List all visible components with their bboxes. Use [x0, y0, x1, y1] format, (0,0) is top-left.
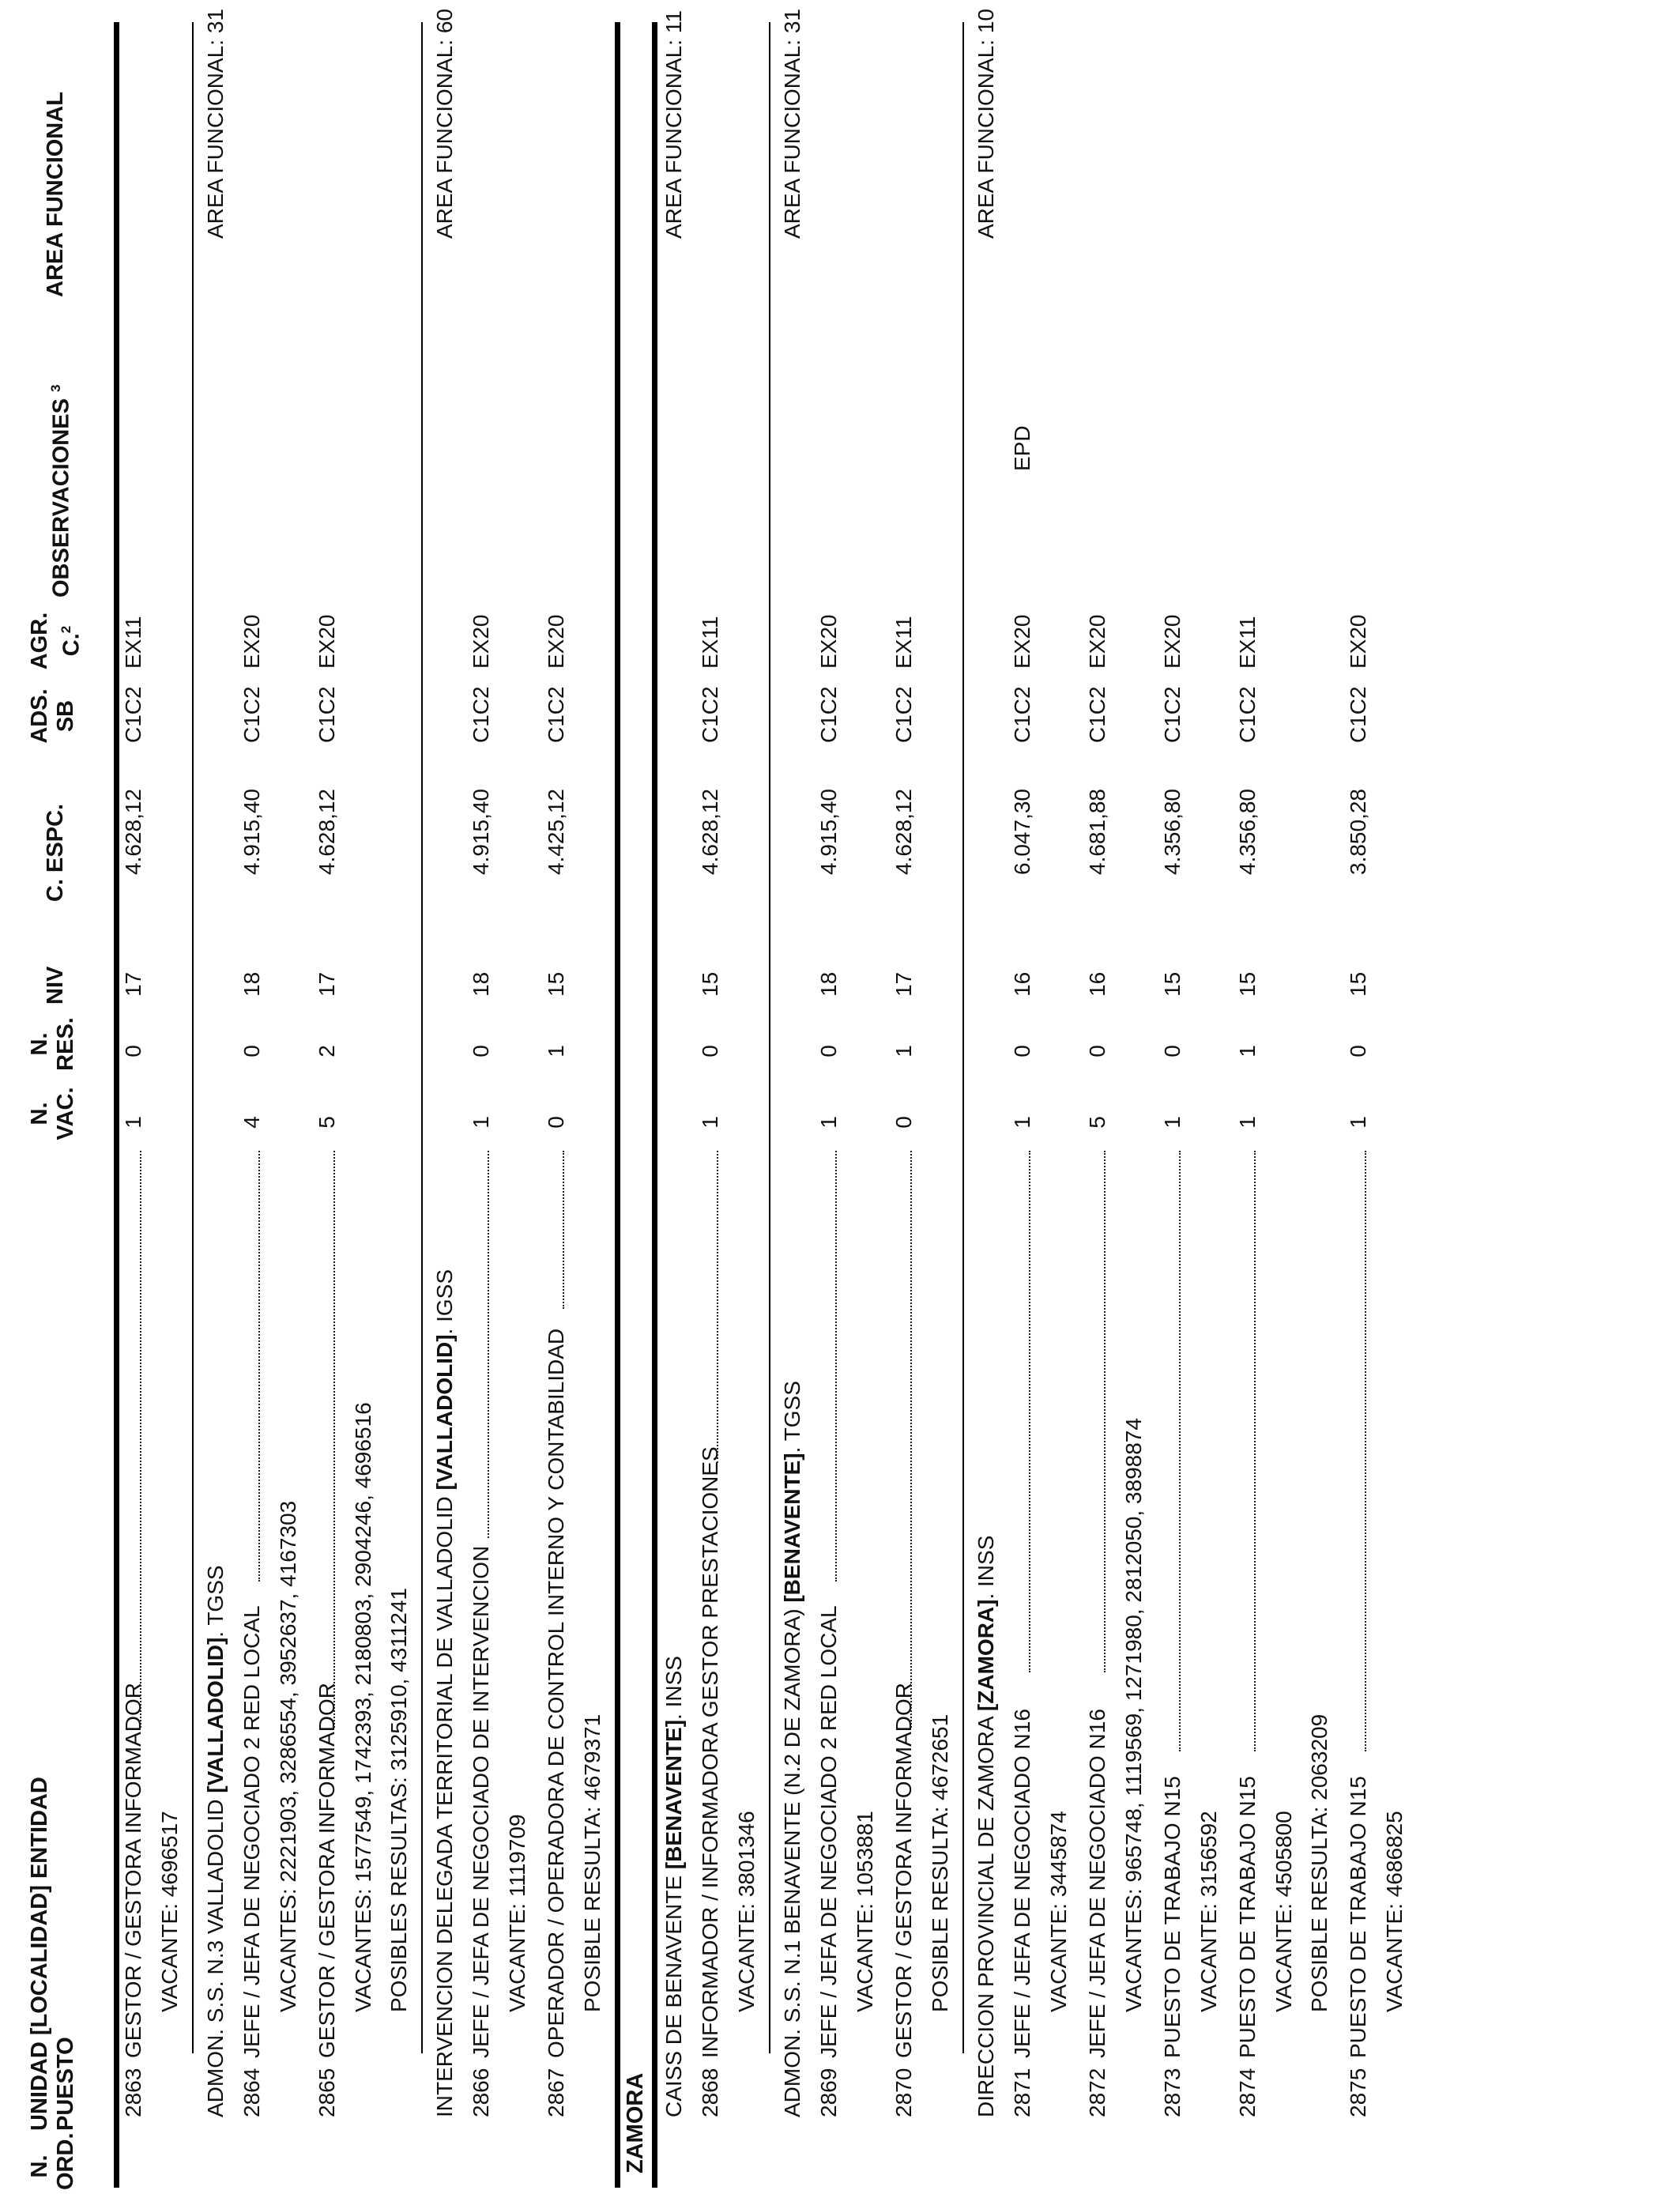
- row-vac: 1: [698, 1116, 722, 1129]
- unit-name: ADMON. S.S. N.1 BENAVENTE (N.2 DE ZAMORA): [780, 1602, 804, 2117]
- row-detail: [578, 1714, 608, 2058]
- row-agr: EX20: [1010, 614, 1034, 669]
- header-agr-line1: AGR.: [27, 612, 52, 670]
- row-vac: 5: [1085, 1116, 1109, 1129]
- row-vac: 1: [1010, 1116, 1034, 1129]
- unit-entity: . TGSS: [780, 1381, 804, 1453]
- unit-heading: [971, 1536, 1001, 2117]
- row-res: 1: [1235, 1045, 1260, 1057]
- row-ads: C1C2: [1010, 686, 1034, 743]
- row-ord: 2869: [816, 2068, 841, 2117]
- table-row: [695, 0, 725, 2194]
- header-observaciones-text: OBSERVACIONES: [48, 398, 74, 598]
- row-ord: 2865: [315, 2068, 339, 2117]
- row-agr: EX20: [239, 614, 264, 669]
- row-c-espc: 4.628,12: [891, 789, 916, 875]
- province-divider: [652, 22, 657, 2188]
- table-row: [119, 0, 149, 2194]
- row-vac: 0: [544, 1116, 568, 1129]
- header-unidad: UNIDAD [LOCALIDAD] ENTIDAD: [27, 1777, 52, 2131]
- row-detail: [925, 1714, 955, 2058]
- row-puesto: JEFE / JEFA DE NEGOCIADO DE INTERVENCION: [469, 1545, 493, 2058]
- row-res: 1: [891, 1045, 916, 1057]
- row-ord: 2868: [698, 2068, 722, 2117]
- leader-dots: [488, 1151, 489, 1538]
- row-ord: 2872: [1085, 2068, 1109, 2117]
- row-vac: 1: [1235, 1116, 1260, 1129]
- table-row: [1343, 0, 1373, 2194]
- row-agr: EX20: [469, 614, 493, 669]
- leader-dots: [140, 1151, 141, 1728]
- row-vac: 0: [891, 1116, 916, 1129]
- unit-heading: [778, 1381, 808, 2117]
- row-c-espc: 4.915,40: [239, 789, 264, 875]
- leader-dots: [563, 1151, 564, 1309]
- row-ads: C1C2: [1085, 686, 1109, 743]
- row-puesto: PUESTO DE TRABAJO N15: [1346, 1776, 1370, 2058]
- row-niv: 15: [1346, 971, 1370, 997]
- row-ord: 2873: [1160, 2068, 1185, 2117]
- row-res: 0: [1346, 1045, 1370, 1057]
- row-detail-text: VACANTE: 3801346: [734, 1811, 759, 2012]
- row-puesto: JEFE / JEFA DE NEGOCIADO N16: [1085, 1709, 1109, 2058]
- table-row: [889, 0, 919, 2194]
- row-c-espc: 4.356,80: [1235, 789, 1260, 875]
- row-ads: C1C2: [816, 686, 841, 743]
- row-ord: 2871: [1010, 2068, 1034, 2117]
- unit-divider: [421, 22, 423, 2053]
- unit-location: [VALLADOLID]: [203, 1637, 228, 1793]
- row-niv: 18: [816, 971, 841, 997]
- table-header: [3, 0, 114, 2194]
- header-agr-footnote: 2: [58, 625, 73, 634]
- unit-entity: . IGSS: [432, 1269, 457, 1335]
- header-agr-c: [27, 609, 85, 673]
- row-agr: EX11: [891, 616, 916, 669]
- unit-name: CAISS DE BENAVENTE: [661, 1869, 686, 2117]
- row-puesto: GESTOR / GESTORA INFORMADOR: [121, 1682, 145, 2058]
- header-n-vac: [27, 1084, 79, 1143]
- row-ord: 2864: [239, 2068, 264, 2117]
- row-puesto: PUESTO DE TRABAJO N15: [1160, 1776, 1185, 2058]
- header-niv: NIV: [43, 966, 68, 1005]
- row-niv: 16: [1010, 971, 1034, 997]
- row-c-espc: 6.047,30: [1010, 789, 1034, 875]
- row-niv: 18: [239, 971, 264, 997]
- row-res: 0: [1160, 1045, 1185, 1057]
- leader-dots: [717, 1151, 718, 1463]
- row-detail: [1305, 1714, 1335, 2058]
- row-ads: C1C2: [544, 686, 568, 743]
- header-obs-footnote: 3: [48, 384, 63, 392]
- row-detail-text: VACANTES: 965748, 1119569, 1271980, 2812050, 3898874: [1121, 1418, 1146, 2012]
- table-row: [1083, 0, 1113, 2194]
- province-divider: [615, 22, 620, 2188]
- row-agr: EX11: [698, 616, 722, 669]
- row-agr: EX20: [315, 614, 339, 669]
- row-puesto: GESTOR / GESTORA INFORMADOR: [315, 1682, 339, 2058]
- row-vac: 5: [315, 1116, 339, 1129]
- row-detail-text: VACANTE: 4686825: [1382, 1811, 1407, 2012]
- row-detail-text: POSIBLE RESULTA: 4672651: [928, 1713, 952, 2012]
- row-vac: 1: [816, 1116, 841, 1129]
- row-observaciones: EPD: [1010, 425, 1034, 471]
- row-vac: 1: [121, 1116, 145, 1129]
- row-puesto: JEFE / JEFA DE NEGOCIADO 2 RED LOCAL: [816, 1605, 841, 2058]
- row-ads: C1C2: [1235, 686, 1260, 743]
- row-detail: [1194, 1811, 1224, 2058]
- row-c-espc: 4.915,40: [469, 789, 493, 875]
- row-ord: 2875: [1346, 2068, 1370, 2117]
- header-agr-text: C.: [58, 633, 85, 657]
- header-c-espc: C. ESPC.: [43, 803, 68, 902]
- header-agr-line2: [53, 609, 85, 673]
- unit-location: [BENAVENTE]: [780, 1453, 804, 1603]
- header-n-ord-line1: N.: [27, 2154, 52, 2178]
- leader-dots: [1029, 1151, 1030, 1672]
- unit-heading: [430, 1269, 460, 2117]
- table-row: [1158, 0, 1188, 2194]
- row-ads: C1C2: [239, 686, 264, 743]
- leader-dots: [1365, 1151, 1366, 1751]
- header-n-res: [27, 1015, 79, 1073]
- row-res: 0: [469, 1045, 493, 1057]
- row-detail: [155, 1811, 185, 2058]
- row-agr: EX20: [816, 614, 841, 669]
- unit-area-funcional: AREA FUNCIONAL: 10: [974, 9, 998, 239]
- row-detail-text: POSIBLES RESULTAS: 3125910, 4311241: [386, 1587, 411, 2012]
- header-puesto: PUESTO: [53, 2037, 78, 2131]
- row-res: 0: [239, 1045, 264, 1057]
- row-puesto: OPERADOR / OPERADORA DE CONTROL INTERNO Y CONTABILIDAD: [544, 1328, 568, 2058]
- unit-area-funcional: AREA FUNCIONAL: 60: [432, 9, 457, 239]
- unit-name: DIRECCION PROVINCIAL DE ZAMORA: [974, 1711, 998, 2117]
- row-c-espc: 4.681,88: [1085, 789, 1109, 875]
- row-detail-text: VACANTE: 1053881: [853, 1811, 877, 2012]
- row-c-espc: 4.915,40: [816, 789, 841, 875]
- row-ord: 2870: [891, 2068, 916, 2117]
- row-c-espc: 3.850,28: [1346, 789, 1370, 875]
- table-row: [541, 0, 571, 2194]
- row-agr: EX20: [1085, 614, 1109, 669]
- unit-divider: [192, 22, 194, 2053]
- leader-dots: [1179, 1151, 1181, 1751]
- row-vac: 4: [239, 1116, 264, 1129]
- row-puesto: PUESTO DE TRABAJO N15: [1235, 1776, 1260, 2058]
- row-niv: 15: [698, 971, 722, 997]
- row-detail-text: VACANTES: 2221903, 3286554, 3952637, 4167303: [276, 1500, 300, 2012]
- table-row: [237, 0, 267, 2194]
- row-niv: 18: [469, 971, 493, 997]
- row-niv: 15: [544, 971, 568, 997]
- row-ord: 2874: [1235, 2068, 1260, 2117]
- row-detail: [850, 1811, 880, 2058]
- row-res: 0: [1010, 1045, 1034, 1057]
- unit-divider: [962, 22, 964, 2053]
- header-n-vac-line2: VAC.: [53, 1087, 78, 1140]
- row-ads: C1C2: [1346, 686, 1370, 743]
- row-niv: 16: [1085, 971, 1109, 997]
- row-detail-text: VACANTE: 3445874: [1046, 1811, 1071, 2012]
- row-ads: C1C2: [891, 686, 916, 743]
- unit-heading: [201, 1565, 231, 2117]
- header-unidad-puesto: [27, 1777, 79, 2131]
- header-n-ord-line2: ORD.: [53, 2132, 78, 2190]
- row-res: 0: [816, 1045, 841, 1057]
- row-ads: C1C2: [121, 686, 145, 743]
- unit-area-funcional: AREA FUNCIONAL: 11: [661, 10, 686, 239]
- row-ads: C1C2: [315, 686, 339, 743]
- row-detail-text: VACANTE: 4696517: [157, 1811, 182, 2012]
- header-area-funcional: AREA FUNCIONAL: [43, 92, 68, 297]
- header-n-res-line2: RES.: [53, 1017, 78, 1071]
- unit-name: INTERVENCION DELEGADA TERRITORIAL DE VALLADOLID: [432, 1490, 457, 2117]
- row-ord: 2866: [469, 2068, 493, 2117]
- unit-location: [VALLADOLID]: [432, 1334, 457, 1491]
- unit-divider: [769, 22, 770, 2053]
- row-detail-text: VACANTE: 1119709: [505, 1814, 529, 2012]
- row-res: 0: [121, 1045, 145, 1057]
- row-res: 2: [315, 1045, 339, 1057]
- row-detail-text: VACANTE: 4505800: [1271, 1811, 1296, 2012]
- row-detail: [1380, 1811, 1410, 2058]
- row-niv: 17: [315, 971, 339, 997]
- header-n-res-line1: N.: [27, 1032, 52, 1056]
- row-detail: [273, 1501, 303, 2058]
- unit-name: ADMON. S.S. N.3 VALLADOLID: [203, 1793, 228, 2117]
- row-c-espc: 4.628,12: [315, 789, 339, 875]
- unit-heading: [659, 1656, 689, 2117]
- row-c-espc: 4.425,12: [544, 789, 568, 875]
- row-ads: C1C2: [469, 686, 493, 743]
- row-c-espc: 4.628,12: [121, 789, 145, 875]
- row-detail-text: POSIBLE RESULTA: 4679371: [580, 1713, 605, 2012]
- row-agr: EX11: [1235, 616, 1260, 669]
- row-res: 0: [698, 1045, 722, 1057]
- row-detail-text: VACANTE: 3156592: [1196, 1811, 1221, 2012]
- row-detail: [348, 1402, 379, 2058]
- header-ads-line1: ADS.: [27, 688, 52, 744]
- header-n-ord: [27, 2132, 79, 2190]
- table-row: [466, 0, 496, 2194]
- row-puesto: JEFE / JEFA DE NEGOCIADO N16: [1010, 1709, 1034, 2058]
- row-niv: 15: [1235, 971, 1260, 997]
- unit-entity: . TGSS: [203, 1565, 228, 1638]
- row-ord: 2863: [121, 2068, 145, 2117]
- row-detail: [1269, 1811, 1299, 2058]
- row-ads: C1C2: [1160, 686, 1185, 743]
- row-detail-text: POSIBLE RESULTA: 2063209: [1307, 1713, 1332, 2012]
- row-ads: C1C2: [698, 686, 722, 743]
- table-row: [814, 0, 844, 2194]
- row-agr: EX20: [1346, 614, 1370, 669]
- row-puesto: JEFE / JEFA DE NEGOCIADO 2 RED LOCAL: [239, 1605, 264, 2058]
- unit-area-funcional: AREA FUNCIONAL: 31: [203, 9, 228, 239]
- row-niv: 15: [1160, 971, 1185, 997]
- row-agr: EX20: [1160, 614, 1185, 669]
- header-n-vac-line1: N.: [27, 1102, 52, 1125]
- table-row: [312, 0, 342, 2194]
- row-detail: [1119, 1418, 1149, 2058]
- row-niv: 17: [121, 971, 145, 997]
- row-res: 0: [1085, 1045, 1109, 1057]
- leader-dots: [1254, 1151, 1256, 1751]
- header-observaciones: [43, 385, 75, 598]
- row-vac: 1: [469, 1116, 493, 1129]
- row-vac: 1: [1160, 1116, 1185, 1129]
- unit-location: [BENAVENTE]: [661, 1719, 686, 1870]
- row-puesto: INFORMADOR / INFORMADORA GESTOR PRESTACIONES: [698, 1446, 722, 2058]
- row-detail-text: VACANTES: 1577549, 1742393, 2180803, 2904246, 4696516: [351, 1402, 375, 2012]
- row-agr: EX20: [544, 614, 568, 669]
- unit-entity: . INSS: [974, 1535, 998, 1600]
- province-heading: ZAMORA: [623, 2072, 648, 2173]
- row-detail: [503, 1814, 533, 2058]
- unit-entity: . INSS: [661, 1656, 686, 1720]
- leader-dots: [258, 1151, 260, 1581]
- row-res: 1: [544, 1045, 568, 1057]
- header-ads-sb: [27, 684, 79, 748]
- leader-dots: [835, 1151, 837, 1581]
- row-ord: 2867: [544, 2068, 568, 2117]
- row-vac: 1: [1346, 1116, 1370, 1129]
- leader-dots: [333, 1151, 335, 1728]
- leader-dots: [910, 1151, 912, 1728]
- header-ads-line2: SB: [53, 699, 78, 733]
- table-row: [1008, 0, 1038, 2194]
- table-row: [1233, 0, 1263, 2194]
- row-c-espc: 4.628,12: [698, 789, 722, 875]
- row-detail: [1044, 1811, 1074, 2058]
- row-puesto: GESTOR / GESTORA INFORMADOR: [891, 1682, 916, 2058]
- row-detail: [384, 1588, 414, 2058]
- unit-area-funcional: AREA FUNCIONAL: 31: [780, 9, 804, 239]
- row-detail: [732, 1811, 762, 2058]
- unit-location: [ZAMORA]: [974, 1599, 998, 1712]
- row-c-espc: 4.356,80: [1160, 789, 1185, 875]
- row-agr: EX11: [121, 616, 145, 669]
- row-niv: 17: [891, 971, 916, 997]
- leader-dots: [1104, 1151, 1106, 1672]
